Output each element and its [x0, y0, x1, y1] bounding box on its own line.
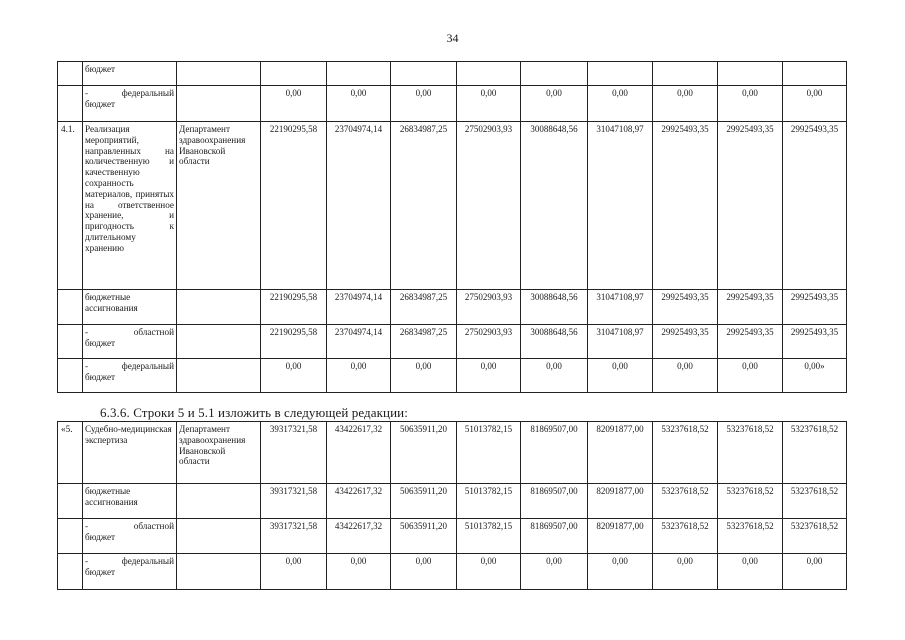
- amount-cell: 0,00: [391, 554, 457, 590]
- amount-cell: 0,00: [783, 554, 847, 590]
- amount-cell: 22190295,58: [261, 325, 327, 359]
- amount-cell: 29925493,35: [783, 290, 847, 325]
- amount-cell: 81869507,00: [521, 519, 588, 554]
- amount-cell: 0,00: [391, 86, 457, 122]
- item-name-cell: бюджетные ассигнования: [83, 484, 177, 519]
- amount-cell: 53237618,52: [783, 422, 847, 484]
- amount-cell: 81869507,00: [521, 484, 588, 519]
- amount-cell: 53237618,52: [783, 484, 847, 519]
- amount-cell: 53237618,52: [653, 484, 718, 519]
- table-row: [58, 290, 847, 325]
- item-name-dash: -: [85, 361, 89, 371]
- table-row: [58, 122, 847, 290]
- amount-cell: 53237618,52: [783, 519, 847, 554]
- amount-cell: 31047108,97: [588, 122, 653, 290]
- executor-cell: [177, 359, 261, 393]
- amount-cell: 82091877,00: [588, 519, 653, 554]
- amount-cell: [457, 62, 521, 86]
- amount-cell: 31047108,97: [588, 290, 653, 325]
- amount-cell: 0,00: [718, 554, 783, 590]
- amount-cell: 29925493,35: [653, 290, 718, 325]
- amount-cell: 0,00: [521, 554, 588, 590]
- item-name-label: федеральный: [121, 361, 174, 371]
- item-name-label: областной: [133, 521, 174, 531]
- row-index-cell: [58, 359, 83, 393]
- amount-cell: [718, 62, 783, 86]
- amount-cell: 50635911,20: [391, 484, 457, 519]
- amount-cell: 26834987,25: [391, 325, 457, 359]
- amount-cell: [521, 62, 588, 86]
- amount-cell: 0,00: [588, 359, 653, 393]
- amount-cell: 23704974,14: [327, 290, 391, 325]
- item-name-tail: бюджет: [85, 566, 116, 577]
- amount-cell: 0,00: [391, 359, 457, 393]
- amount-cell: 0,00: [457, 359, 521, 393]
- table-row: [58, 86, 847, 122]
- amount-cell: 0,00: [261, 86, 327, 122]
- amount-cell: 39317321,58: [261, 519, 327, 554]
- amount-cell: 0,00: [261, 359, 327, 393]
- amount-cell: 31047108,97: [588, 325, 653, 359]
- executor-cell: [177, 325, 261, 359]
- item-name-tail: бюджет: [85, 531, 116, 542]
- table-row: [58, 484, 847, 519]
- row-index-cell: «5.: [58, 422, 83, 484]
- amount-cell: 27502903,93: [457, 325, 521, 359]
- executor-cell: [177, 519, 261, 554]
- item-name-cell: бюджет: [83, 62, 177, 86]
- amount-cell: 39317321,58: [261, 422, 327, 484]
- amount-cell: 53237618,52: [653, 422, 718, 484]
- amount-cell: 0,00: [457, 554, 521, 590]
- amount-cell: 26834987,25: [391, 122, 457, 290]
- table-row: [58, 519, 847, 554]
- amount-cell: 0,00: [327, 554, 391, 590]
- amount-cell: 81869507,00: [521, 422, 588, 484]
- item-name-cell: Судебно-медицинская экспертиза: [83, 422, 177, 484]
- amount-cell: 23704974,14: [327, 325, 391, 359]
- executor-cell: Департамент здравоохранения Ивановской области: [177, 122, 261, 290]
- amount-cell: 53237618,52: [718, 519, 783, 554]
- amount-cell: [261, 62, 327, 86]
- amount-cell: 29925493,35: [718, 325, 783, 359]
- amount-cell: 51013782,15: [457, 422, 521, 484]
- executor-cell: [177, 62, 261, 86]
- amount-cell: 0,00: [588, 86, 653, 122]
- item-name-tail: бюджет: [85, 371, 116, 382]
- budget-table-bottom: [57, 421, 847, 590]
- table-row: [58, 359, 847, 393]
- item-name-dash: -: [85, 327, 89, 337]
- amount-cell: 0,00: [588, 554, 653, 590]
- amount-cell: 82091877,00: [588, 422, 653, 484]
- amount-cell: 53237618,52: [718, 484, 783, 519]
- item-name-label: федеральный: [121, 556, 174, 566]
- amount-cell: 0,00: [653, 554, 718, 590]
- item-name-cell: [83, 325, 177, 359]
- item-name-tail: бюджет: [85, 337, 116, 348]
- amount-cell: 26834987,25: [391, 290, 457, 325]
- amount-cell: 43422617,32: [327, 422, 391, 484]
- amount-cell: 22190295,58: [261, 122, 327, 290]
- amount-cell: 30088648,56: [521, 325, 588, 359]
- amount-cell: 0,00: [521, 359, 588, 393]
- row-index-cell: [58, 554, 83, 590]
- executor-cell: [177, 290, 261, 325]
- amount-cell: [653, 62, 718, 86]
- row-index-cell: [58, 62, 83, 86]
- amount-cell: 29925493,35: [718, 290, 783, 325]
- row-index-cell: [58, 325, 83, 359]
- amount-cell: 29925493,35: [718, 122, 783, 290]
- amount-cell: 51013782,15: [457, 484, 521, 519]
- amount-cell: 0,00: [718, 359, 783, 393]
- amount-cell: 29925493,35: [653, 325, 718, 359]
- row-index-cell: [58, 484, 83, 519]
- row-index-cell: [58, 86, 83, 122]
- amount-cell: 0,00»: [783, 359, 847, 393]
- item-name-cell: [83, 519, 177, 554]
- amount-cell: 30088648,56: [521, 290, 588, 325]
- amount-cell: 0,00: [327, 359, 391, 393]
- amount-cell: 53237618,52: [653, 519, 718, 554]
- amount-cell: 82091877,00: [588, 484, 653, 519]
- amount-cell: 29925493,35: [783, 122, 847, 290]
- table-row: [58, 554, 847, 590]
- table-row: [58, 422, 847, 484]
- amount-cell: 29925493,35: [783, 325, 847, 359]
- amount-cell: 53237618,52: [718, 422, 783, 484]
- budget-table-top: [57, 61, 847, 393]
- amount-cell: 50635911,20: [391, 519, 457, 554]
- item-name-dash: -: [85, 521, 89, 531]
- amount-cell: 22190295,58: [261, 290, 327, 325]
- table-row: [58, 325, 847, 359]
- amount-cell: 29925493,35: [653, 122, 718, 290]
- amount-cell: 0,00: [521, 86, 588, 122]
- amount-cell: 0,00: [261, 554, 327, 590]
- amount-cell: 23704974,14: [327, 122, 391, 290]
- item-name-cell: бюджетные ассигнования: [83, 290, 177, 325]
- item-name-cell: [83, 554, 177, 590]
- amount-cell: 39317321,58: [261, 484, 327, 519]
- item-name-label: областной: [133, 327, 174, 337]
- amount-cell: 27502903,93: [457, 290, 521, 325]
- item-name-cell: [83, 86, 177, 122]
- amount-cell: 0,00: [783, 86, 847, 122]
- item-name-cell: Реализация мероприятий, направленных на количественную и качественную сохранность материалов, принятых на ответственное хранение, и пригодность к длительному хранению: [83, 122, 177, 290]
- amount-cell: 30088648,56: [521, 122, 588, 290]
- row-index-cell: [58, 519, 83, 554]
- section-heading: 6.3.6. Строки 5 и 5.1 изложить в следующей редакции:: [100, 405, 408, 420]
- amount-cell: 0,00: [653, 86, 718, 122]
- amount-cell: 0,00: [653, 359, 718, 393]
- item-name-dash: -: [85, 556, 89, 566]
- item-name-tail: бюджет: [85, 98, 116, 109]
- amount-cell: [327, 62, 391, 86]
- amount-cell: 51013782,15: [457, 519, 521, 554]
- row-index-cell: [58, 290, 83, 325]
- amount-cell: 43422617,32: [327, 484, 391, 519]
- amount-cell: 0,00: [718, 86, 783, 122]
- amount-cell: [391, 62, 457, 86]
- amount-cell: [783, 62, 847, 86]
- executor-cell: [177, 554, 261, 590]
- item-name-cell: [83, 359, 177, 393]
- executor-cell: Департамент здравоохранения Ивановской области: [177, 422, 261, 484]
- executor-cell: [177, 484, 261, 519]
- page-number: 34: [446, 31, 459, 45]
- item-name-label: федеральный: [121, 88, 174, 98]
- amount-cell: [588, 62, 653, 86]
- row-index-cell: 4.1.: [58, 122, 83, 290]
- executor-cell: [177, 86, 261, 122]
- amount-cell: 43422617,32: [327, 519, 391, 554]
- item-name-dash: -: [85, 88, 89, 98]
- amount-cell: 0,00: [327, 86, 391, 122]
- amount-cell: 50635911,20: [391, 422, 457, 484]
- amount-cell: 27502903,93: [457, 122, 521, 290]
- table-row: [58, 62, 847, 86]
- amount-cell: 0,00: [457, 86, 521, 122]
